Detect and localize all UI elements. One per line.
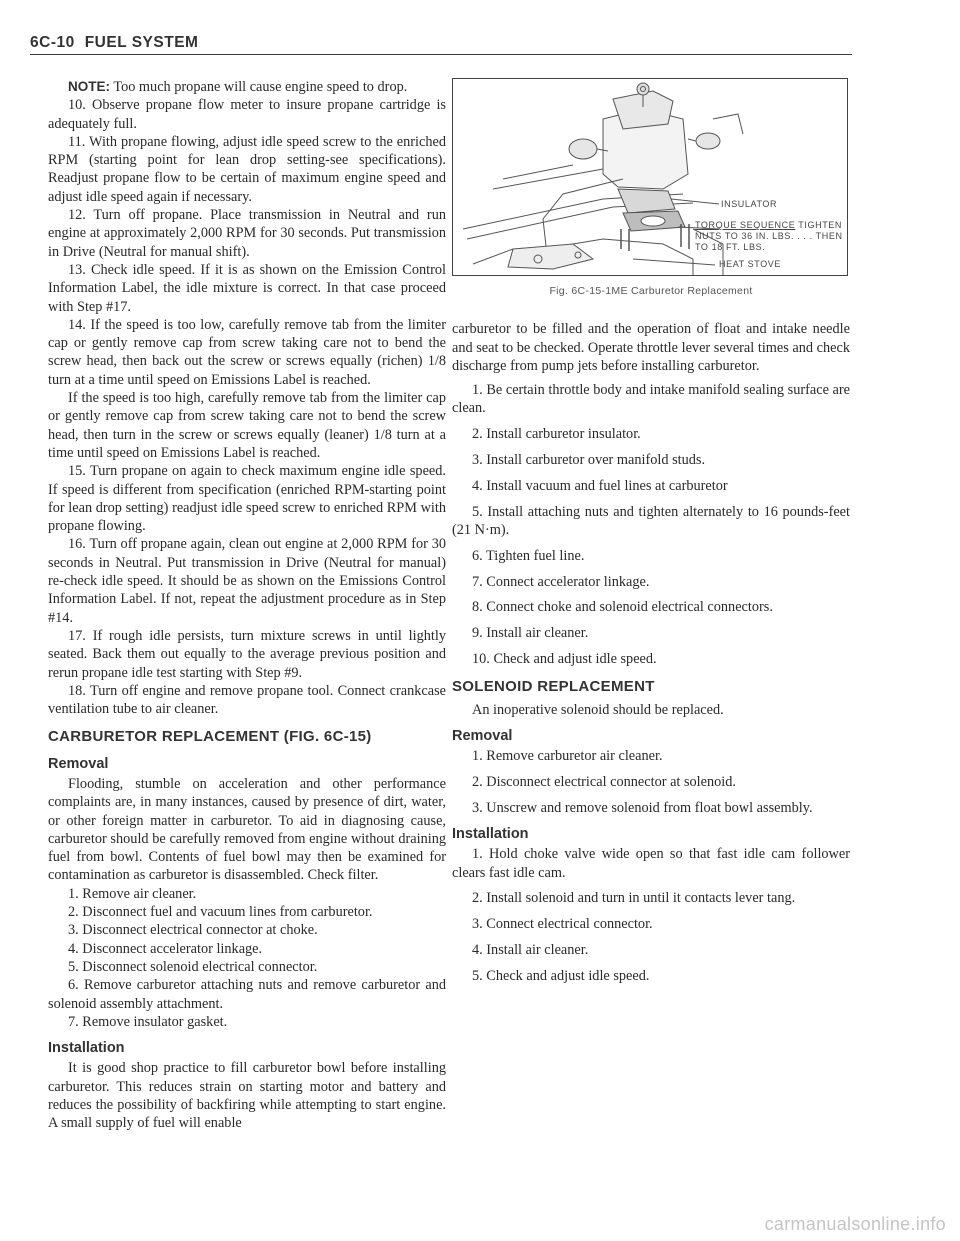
heat-stove-callout: HEAT STOVE bbox=[719, 259, 782, 269]
step-18: 18. Turn off engine and remove propane tool. Connect crankcase ventilation tube to air cleaner. bbox=[48, 682, 446, 718]
solenoid-installation-steps bbox=[452, 845, 850, 985]
solenoid-installation-heading: Installation bbox=[452, 826, 529, 843]
solenoid-install-step: 4. Install air cleaner. bbox=[472, 942, 589, 959]
torque-heading: TORQUE SEQUENCE bbox=[695, 220, 796, 230]
step-14-high: If the speed is too high, carefully remove tab from the limiter cap or gently remove cap from screw taking care not to bend the screw head, then turn in the screw or screws equally (leaner) 1/8 turn at a time until speed on Emissions Label is reached. bbox=[48, 390, 446, 461]
solenoid-removal-step: 3. Unscrew and remove solenoid from float bowl assembly. bbox=[472, 799, 813, 816]
removal-step: 4. Disconnect accelerator linkage. bbox=[68, 940, 263, 957]
step-10: 10. Observe propane flow meter to insure propane cartridge is adequately full. bbox=[48, 97, 446, 132]
installation-continued: carburetor to be filled and the operation of float and intake needle and seat to be checked. Operate throttle lever several times and check discharge from pump jets before installing carburetor. bbox=[452, 321, 850, 374]
note-text: Too much propane will cause engine speed to drop. bbox=[113, 79, 408, 95]
step-12: 12. Turn off propane. Place transmission in Neutral and run engine at approximately 2,000 RPM for 30 seconds. Put transmission in Drive (Neutral for manual shift). bbox=[48, 207, 446, 260]
carburetor-replacement-heading: CARBURETOR REPLACEMENT (FIG. 6C-15) bbox=[48, 728, 372, 746]
install-step: 4. Install vacuum and fuel lines at carburetor bbox=[472, 477, 728, 494]
note-label: NOTE: bbox=[68, 79, 110, 94]
install-step: 5. Install attaching nuts and tighten alternately to 16 pounds-feet (21 N·m). bbox=[452, 503, 850, 538]
removal-intro: Flooding, stumble on acceleration and other performance complaints are, in many instances, caused by presence of dirt, water, or other foreign matter in carburetor. To aid in diagnosing cause, carburetor should be carefully removed from engine without draining fuel from bowl. Contents of fuel bowl may then be examined for contamination as carburetor is disassembled. Check filter. bbox=[48, 775, 446, 884]
torque-callout bbox=[695, 220, 843, 253]
install-step: 1. Be certain throttle body and intake manifold sealing surface are clean. bbox=[452, 382, 850, 417]
removal-heading: Removal bbox=[48, 755, 109, 772]
solenoid-install-step: 1. Hold choke valve wide open so that fast idle cam follower clears fast idle cam. bbox=[452, 846, 850, 881]
install-step: 2. Install carburetor insulator. bbox=[472, 426, 641, 443]
solenoid-replacement-heading: SOLENOID REPLACEMENT bbox=[452, 678, 655, 696]
install-step: 10. Check and adjust idle speed. bbox=[472, 650, 657, 667]
solenoid-removal-step: 2. Disconnect electrical connector at solenoid. bbox=[472, 773, 736, 790]
solenoid-install-step: 2. Install solenoid and turn in until it contacts lever tang. bbox=[472, 890, 796, 907]
page-header bbox=[30, 34, 852, 55]
figure-caption: Fig. 6C-15-1ME Carburetor Replacement bbox=[549, 285, 753, 297]
solenoid-install-step: 5. Check and adjust idle speed. bbox=[472, 967, 650, 984]
solenoid-removal-heading: Removal bbox=[452, 727, 513, 744]
installation-heading: Installation bbox=[48, 1040, 125, 1057]
removal-step: 7. Remove insulator gasket. bbox=[68, 1013, 228, 1030]
torque-line-3: TO 18 FT. LBS. bbox=[695, 242, 766, 252]
section-code: 6C-10 bbox=[30, 34, 75, 51]
install-step: 6. Tighten fuel line. bbox=[472, 547, 585, 564]
install-step: 8. Connect choke and solenoid electrical connectors. bbox=[472, 599, 773, 616]
removal-step: 3. Disconnect electrical connector at choke. bbox=[68, 922, 318, 939]
insulator-callout: INSULATOR bbox=[721, 199, 778, 209]
install-step: 3. Install carburetor over manifold studs. bbox=[472, 452, 706, 469]
install-step: 7. Connect accelerator linkage. bbox=[472, 573, 650, 590]
step-13: 13. Check idle speed. If it is as shown on the Emission Control Information Label, the idle mixture is correct. In that case proceed with Step #17. bbox=[48, 261, 446, 315]
solenoid-removal-step: 1. Remove carburetor air cleaner. bbox=[472, 748, 663, 765]
removal-step: 5. Disconnect solenoid electrical connector. bbox=[68, 958, 318, 975]
left-column bbox=[48, 78, 446, 1133]
step-14: 14. If the speed is too low, carefully remove tab from the limiter cap or gently remove cap from screw taking care not to bend the screw head, then back out the screw or screws equally (richen) 1/8 turn at a time until speed on Emissions Label is reached. bbox=[48, 316, 446, 388]
note-paragraph bbox=[48, 78, 446, 96]
step-15: 15. Turn propane on again to check maximum engine idle speed. If speed is different from specification (enriched RPM-starting point for lean drop setting) readjust idle speed screw to enriched RPM with propane flowing. bbox=[48, 463, 446, 535]
right-column bbox=[452, 78, 850, 993]
step-16: 16. Turn off propane again, clean out engine at 2,000 RPM for 30 seconds in Neutral. Put transmission in Drive (Neutral for manual) re-check idle speed. It should be as shown on the Emissions Control Information Label. If not, repeat the adjustment procedure as in Step #14. bbox=[48, 536, 446, 626]
step-17: 17. If rough idle persists, turn mixture screws in until lightly seated. Back them out equally to the average previous position and rerun propane idle test starting with Step #9. bbox=[48, 627, 446, 681]
torque-tighten: TIGHTEN bbox=[795, 220, 842, 230]
install-step: 9. Install air cleaner. bbox=[472, 625, 589, 642]
step-11: 11. With propane flowing, adjust idle speed screw to the enriched RPM (starting point for lean drop setting-see specifications). Readjust propane flow to be certain of maximum engine speed and adjust idle speed again if necessary. bbox=[48, 133, 446, 205]
solenoid-install-step: 3. Connect electrical connector. bbox=[472, 916, 653, 933]
removal-step: 2. Disconnect fuel and vacuum lines from carburetor. bbox=[68, 904, 373, 921]
removal-step: 1. Remove air cleaner. bbox=[68, 885, 197, 902]
installation-intro: It is good shop practice to fill carburetor bowl before installing carburetor. This reduces strain on starting motor and battery and reduces the possibility of backfiring while attempting to start engine. A small supply of fuel will enable bbox=[48, 1060, 446, 1132]
watermark: carmanualsonline.info bbox=[764, 1214, 946, 1234]
install-steps bbox=[452, 381, 850, 668]
section-title: FUEL SYSTEM bbox=[84, 34, 199, 51]
torque-line-2: NUTS TO 36 IN. LBS. . . . THEN bbox=[695, 231, 843, 241]
solenoid-intro: An inoperative solenoid should be replaced. bbox=[472, 701, 724, 718]
carburetor-figure bbox=[452, 78, 848, 276]
removal-step: 6. Remove carburetor attaching nuts and remove carburetor and solenoid assembly attachment. bbox=[48, 977, 446, 1012]
solenoid-removal-steps bbox=[452, 747, 850, 817]
